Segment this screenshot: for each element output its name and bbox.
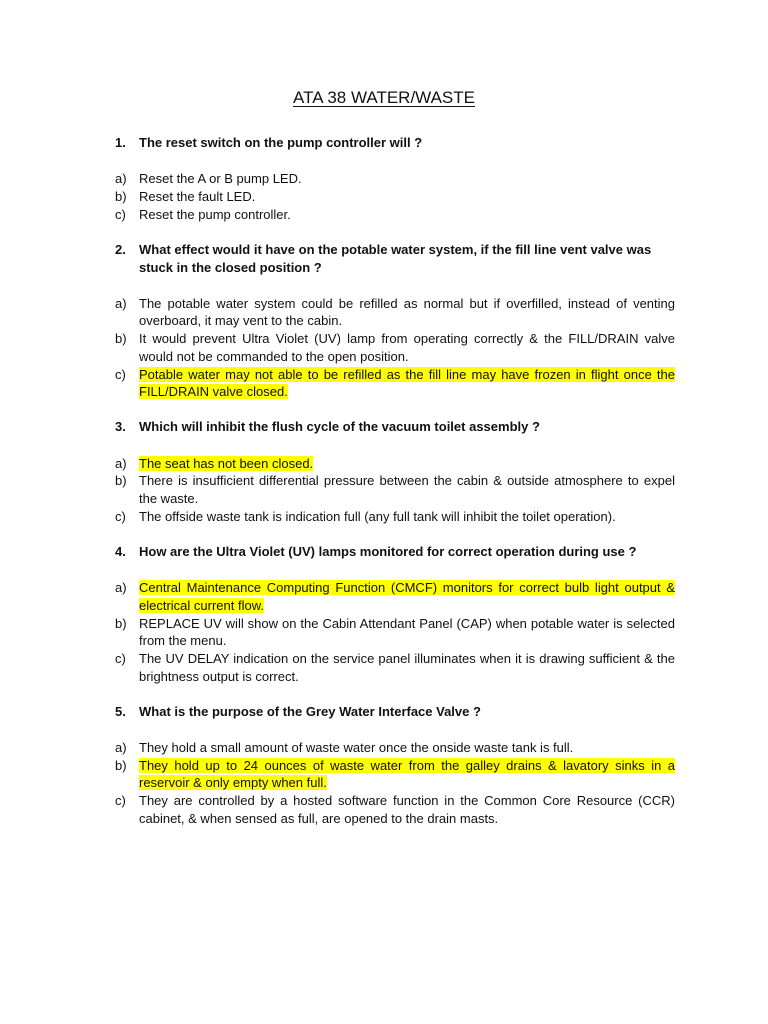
answer-text bbox=[139, 579, 675, 614]
answer-option bbox=[115, 170, 675, 188]
question bbox=[115, 543, 675, 561]
answer-text bbox=[139, 170, 675, 188]
answer-letter: a) bbox=[115, 295, 127, 311]
answer-text bbox=[139, 757, 675, 792]
answer-letter: a) bbox=[115, 740, 127, 756]
answer-text-content: The seat has not been closed. bbox=[139, 455, 314, 471]
answer-letter: b) bbox=[115, 757, 127, 773]
answer-letter: a) bbox=[115, 455, 127, 471]
answer-text-content: The offside waste tank is indication full (any full tank will inhibit the toilet operation). bbox=[139, 508, 616, 524]
answer-option bbox=[115, 739, 675, 757]
answer-text bbox=[139, 455, 675, 473]
answer-text-content: They hold up to 24 ounces of waste water from the galley drains & lavatory sinks in a reservoir & only empty when full. bbox=[139, 757, 675, 791]
answer-letter: a) bbox=[115, 580, 127, 596]
answer-text-content: The potable water system could be refilled as normal but if overfilled, instead of venting overboard, it may vent to the cabin. bbox=[139, 295, 675, 329]
answer-letter: b) bbox=[115, 188, 127, 204]
question-text: The reset switch on the pump controller will ? bbox=[139, 135, 423, 150]
answer-letter: c) bbox=[115, 508, 126, 524]
question-block bbox=[115, 418, 675, 525]
question-text: How are the Ultra Violet (UV) lamps monitored for correct operation during use ? bbox=[139, 543, 637, 559]
answer-letter: c) bbox=[115, 206, 126, 222]
answer-text bbox=[139, 188, 675, 206]
answer-option bbox=[115, 650, 675, 685]
answer-list bbox=[115, 170, 675, 223]
answer-text bbox=[139, 615, 675, 650]
question bbox=[115, 134, 675, 152]
answer-letter: c) bbox=[115, 793, 126, 809]
answer-letter: c) bbox=[115, 650, 126, 666]
question bbox=[115, 703, 675, 721]
answer-option bbox=[115, 757, 675, 792]
question-list bbox=[115, 134, 675, 845]
answer-text-content: Central Maintenance Computing Function (CMCF) monitors for correct bulb light output & electrical current flow. bbox=[139, 580, 675, 613]
answer-list bbox=[115, 455, 675, 526]
answer-text-content: Potable water may not able to be refilled as the fill line may have frozen in flight once the FILL/DRAIN valve closed. bbox=[139, 366, 675, 400]
question-text: Which will inhibit the flush cycle of the vacuum toilet assembly ? bbox=[139, 419, 540, 435]
answer-text-content: It would prevent Ultra Violet (UV) lamp from operating correctly & the FILL/DRAIN valve would not be commanded to the open position. bbox=[139, 331, 675, 364]
question-number: 3. bbox=[115, 419, 126, 435]
answer-option bbox=[115, 206, 675, 224]
answer-text-content: There is insufficient differential pressure between the cabin & outside atmosphere to expel the waste. bbox=[139, 473, 675, 507]
answer-letter: c) bbox=[115, 366, 126, 382]
answer-option bbox=[115, 330, 675, 365]
answer-option bbox=[115, 579, 675, 614]
answer-text bbox=[139, 472, 675, 507]
answer-text bbox=[139, 330, 675, 365]
answer-list bbox=[115, 739, 675, 828]
question-block bbox=[115, 543, 675, 685]
answer-text bbox=[139, 206, 675, 224]
question-number: 2. bbox=[115, 241, 126, 257]
document-title: ATA 38 WATER/WASTE bbox=[293, 88, 475, 107]
question-text: What is the purpose of the Grey Water Interface Valve ? bbox=[139, 703, 481, 719]
question-block bbox=[115, 703, 675, 828]
answer-option bbox=[115, 615, 675, 650]
answer-text-content: REPLACE UV will show on the Cabin Attendant Panel (CAP) when potable water is selected from the menu. bbox=[139, 615, 675, 649]
answer-letter: b) bbox=[115, 473, 127, 489]
question-number: 1. bbox=[115, 135, 126, 150]
answer-text bbox=[139, 792, 675, 827]
question-block bbox=[115, 134, 675, 223]
answer-text bbox=[139, 295, 675, 330]
answer-option bbox=[115, 455, 675, 473]
answer-letter: b) bbox=[115, 331, 127, 347]
answer-letter: b) bbox=[115, 615, 127, 631]
answer-text-content: The UV DELAY indication on the service panel illuminates when it is drawing sufficient & the brightness output is correct. bbox=[139, 650, 675, 684]
answer-text-content: They are controlled by a hosted software function in the Common Core Resource (CCR) cabinet, & when sensed as full, are opened to the drain masts. bbox=[139, 793, 675, 826]
answer-text bbox=[139, 650, 675, 685]
answer-option bbox=[115, 366, 675, 401]
answer-text-content: Reset the fault LED. bbox=[139, 188, 256, 204]
answer-text bbox=[139, 508, 675, 526]
answer-list bbox=[115, 579, 675, 685]
answer-list bbox=[115, 295, 675, 401]
answer-text-content: They hold a small amount of waste water once the onside waste tank is full. bbox=[139, 740, 574, 756]
question-text: What effect would it have on the potable water system, if the fill line vent valve was stuck in the closed position ? bbox=[139, 241, 652, 275]
answer-option bbox=[115, 508, 675, 526]
answer-option bbox=[115, 188, 675, 206]
question-block bbox=[115, 241, 675, 401]
answer-text-content: Reset the A or B pump LED. bbox=[139, 171, 302, 187]
answer-text bbox=[139, 739, 675, 757]
question bbox=[115, 418, 675, 436]
answer-option bbox=[115, 472, 675, 507]
question-number: 5. bbox=[115, 703, 126, 719]
answer-option bbox=[115, 295, 675, 330]
question bbox=[115, 241, 675, 276]
answer-text-content: Reset the pump controller. bbox=[139, 206, 291, 222]
question-number: 4. bbox=[115, 543, 126, 559]
answer-option bbox=[115, 792, 675, 827]
answer-text bbox=[139, 366, 675, 401]
answer-letter: a) bbox=[115, 171, 127, 187]
